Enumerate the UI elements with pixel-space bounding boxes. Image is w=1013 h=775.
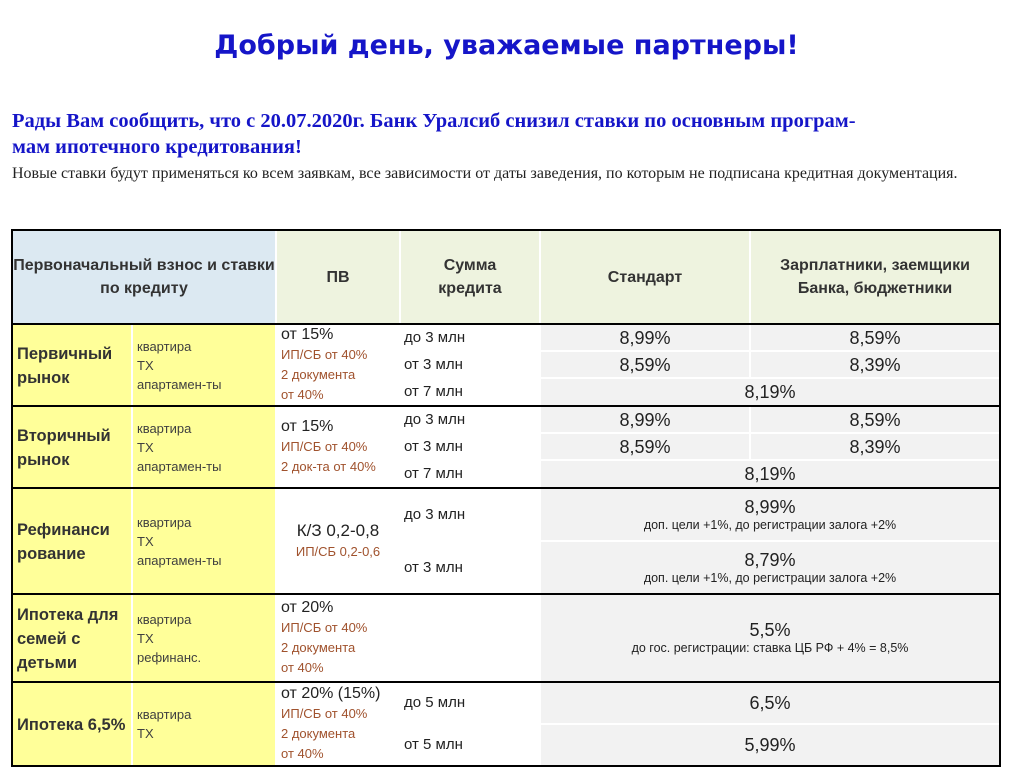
- rate-merged: 8,19%: [541, 461, 999, 487]
- pv-line: 2 док-та от 40%: [281, 459, 376, 474]
- rate-value: 8,79%: [744, 549, 796, 570]
- page-heading: Добрый день, уважаемые партнеры!: [214, 30, 799, 61]
- header-amount: Сумма кредита: [401, 231, 539, 323]
- type-item: квартира: [137, 338, 192, 354]
- amount-cell: от 3 млн: [404, 437, 463, 455]
- pv-line: от 15%: [281, 418, 334, 435]
- amount-cell: от 7 млн: [404, 383, 463, 400]
- pv-line: 2 документа: [281, 367, 356, 382]
- note-text: Новые ставки будут применяться ко всем заявкам, все зависимости от даты заведения, по которым не подписана кредитная документация.: [12, 165, 958, 182]
- type-item: апартамен-ты: [137, 458, 222, 474]
- type-item: квартира: [137, 707, 192, 722]
- type-item: квартира: [137, 420, 192, 436]
- table-frame-secondary: [11, 405, 1001, 489]
- pv-line: К/З 0,2-0,8: [296, 521, 380, 540]
- intro-text: [12, 108, 1007, 160]
- header-salary: Зарплатники, заемщики Банка, бюджетники: [751, 231, 999, 323]
- table-frame-refinancing: [11, 487, 1001, 595]
- header-pv: ПВ: [277, 231, 399, 323]
- amount-cell: до 5 млн: [404, 694, 466, 711]
- table-frame-primary: [11, 323, 1001, 407]
- pv-line: от 20%: [281, 599, 334, 616]
- rate-standard: 8,59%: [541, 434, 749, 459]
- rate-value: 8,99%: [744, 496, 796, 517]
- pv-line: ИП/СБ 0,2-0,6: [295, 544, 381, 559]
- rate-merged: 8,19%: [541, 379, 999, 405]
- rate-standard: 8,99%: [541, 407, 749, 432]
- header-standard: Стандарт: [541, 231, 749, 323]
- pv-line: от 40%: [281, 660, 324, 675]
- type-item: ТХ: [137, 439, 154, 455]
- program-family-mortgage: Ипотека для семей с детьми: [13, 595, 131, 681]
- type-item: квартира: [137, 514, 192, 530]
- rate-merged: 5,99%: [541, 725, 999, 765]
- header-program: Первоначальный взнос и ставки по кредиту: [13, 231, 275, 323]
- type-item: апартамен-ты: [137, 376, 222, 392]
- pv-line: 2 документа: [281, 726, 356, 741]
- type-item: квартира: [137, 611, 192, 627]
- rate-standard: 8,99%: [541, 325, 749, 350]
- intro-line-1: Рады Вам сообщить, что с 20.07.2020г. Банк Уралсиб снизил ставки по основным програм-: [12, 110, 856, 132]
- type-item: апартамен-ты: [137, 552, 222, 568]
- program-refinancing: Рефинанси рование: [13, 489, 131, 593]
- type-item: ТХ: [137, 533, 154, 549]
- pv-line: от 15%: [281, 326, 334, 343]
- pv-line: от 20% (15%): [281, 685, 381, 702]
- pv-line: ИП/СБ от 40%: [281, 706, 368, 721]
- pv-line: от 40%: [281, 387, 324, 402]
- rate-salary: 8,59%: [751, 407, 999, 432]
- table-frame-6-5: [11, 681, 1001, 767]
- pv-line: ИП/СБ от 40%: [281, 439, 368, 454]
- pv-line: ИП/СБ от 40%: [281, 347, 368, 362]
- program-secondary-market: Вторичный рынок: [13, 407, 131, 487]
- table-frame-header: [11, 229, 1001, 325]
- type-item: рефинанс.: [137, 649, 202, 665]
- rate-note: доп. цели +1%, до регистрации залога +2%: [643, 517, 897, 532]
- type-item: ТХ: [137, 726, 154, 741]
- pv-line: от 40%: [281, 746, 324, 761]
- rate-value: 5,5%: [749, 620, 791, 640]
- amount-cell: от 3 млн: [404, 558, 463, 576]
- rate-note: доп. цели +1%, до регистрации залога +2%: [643, 570, 897, 585]
- pv-line: 2 документа: [281, 640, 356, 655]
- type-item: ТХ: [137, 630, 154, 646]
- intro-line-2: мам ипотечного кредитования!: [12, 136, 302, 158]
- amount-cell: от 5 млн: [404, 736, 463, 753]
- amount-cell: до 3 млн: [404, 328, 466, 346]
- rate-note: до гос. регистрации: ставка ЦБ РФ + 4% = 8,5%: [631, 641, 909, 655]
- program-primary-market: Первичный рынок: [13, 325, 131, 405]
- rate-salary: 8,39%: [751, 352, 999, 377]
- rate-salary: 8,59%: [751, 325, 999, 350]
- rate-standard: 8,59%: [541, 352, 749, 377]
- type-item: ТХ: [137, 357, 154, 373]
- amount-cell: от 7 млн: [404, 465, 463, 482]
- pv-line: ИП/СБ от 40%: [281, 620, 368, 635]
- table-frame-family: [11, 593, 1001, 683]
- amount-cell: до 3 млн: [404, 505, 466, 523]
- amount-cell: от 3 млн: [404, 355, 463, 373]
- rate-salary: 8,39%: [751, 434, 999, 459]
- program-mortgage-6-5: Ипотека 6,5%: [13, 683, 131, 765]
- rate-merged: 6,5%: [541, 683, 999, 723]
- amount-cell: до 3 млн: [404, 410, 466, 428]
